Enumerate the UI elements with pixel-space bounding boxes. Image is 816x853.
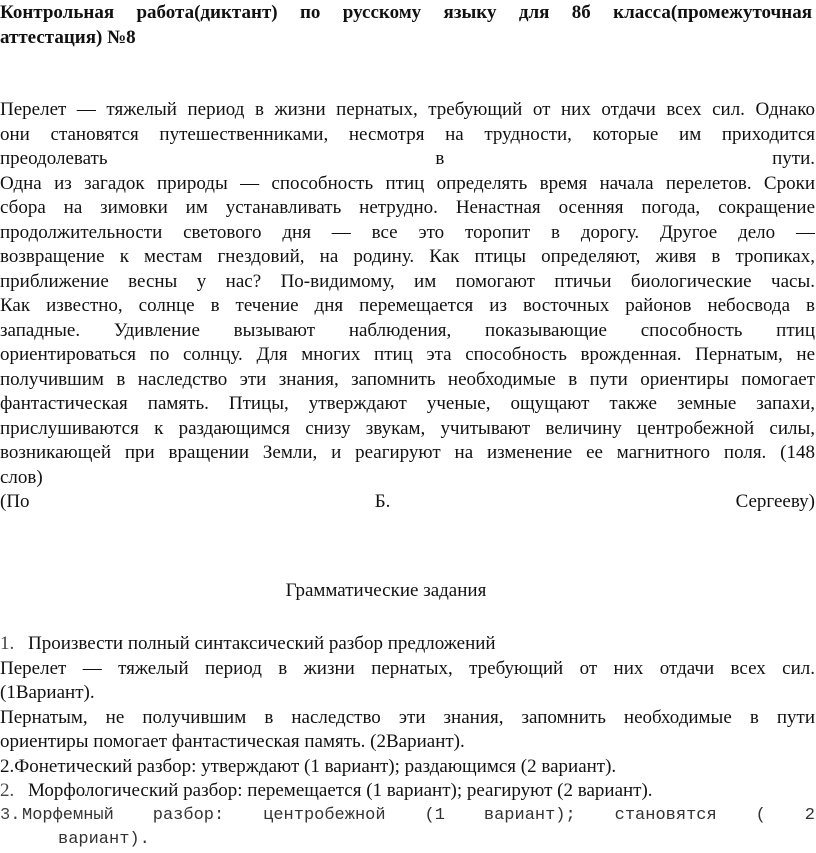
- dictation-line: продолжительности светового дня — все это торопит в дорогу. Другое дело —: [0, 221, 815, 243]
- dictation-line: прислушиваются к раздающимся снизу звукам, учитывают величину центробежной силы,: [0, 417, 815, 439]
- task-number: 2.: [0, 780, 15, 801]
- task-2: 2.Фонетический разбор: утверждают (1 вариант); раздающимся (2 вариант).: [0, 755, 617, 777]
- dictation-line: фантастическая память. Птицы, утверждают ученые, ощущают также земные запахи,: [0, 393, 815, 414]
- dictation-line: ориентироваться по солнцу. Для многих птиц эта способность врожденная. Пернатым, не: [0, 344, 815, 365]
- dictation-line: [0, 147, 815, 172]
- task-4-continued: [0, 828, 815, 853]
- author-attribution: [0, 490, 815, 515]
- task-text: Морфологический разбор: перемещается (1 вариант); реагируют (2 вариант).: [28, 780, 653, 801]
- attribution-part: Сергееву): [735, 491, 815, 512]
- dictation-line: слов): [0, 466, 43, 488]
- task-1: [0, 632, 815, 657]
- dictation-line: получившим в наследство эти знания, запомнить необходимые в пути ориентиры помогает: [0, 368, 815, 390]
- dictation-line: они становятся путешественниками, несмотря на трудности, которые им приходится: [0, 123, 815, 145]
- task-3: [0, 779, 815, 804]
- dictation-line: западные. Удивление вызывают наблюдения, показывающие способность птиц: [0, 319, 815, 341]
- dictation-line: приближение весны у нас? По-видимому, им помогают птичьи биологические часы.: [0, 270, 815, 292]
- dictation-line: Как известно, солнце в течение дня перемещается из восточных районов небосвода в: [0, 295, 815, 316]
- dictation-line: Одна из загадок природы — способность птиц определять время начала перелетов. Сроки: [0, 172, 815, 194]
- grammar-tasks: [0, 632, 815, 853]
- task-sentence-line: Перелет — тяжелый период в жизни пернатых, требующий от них отдачи всех сил.: [0, 657, 815, 679]
- dictation-line: сбора на зимовки им устанавливать нетрудно. Ненастная осенняя погода, сокращение: [0, 197, 815, 218]
- grammar-heading: Грамматические задания: [285, 580, 487, 601]
- attribution-part: (По: [0, 491, 30, 512]
- task-text: вариант).: [58, 830, 150, 849]
- dictation-line: возвращение к местам гнездовий, на родину. Как птицы определяют, живя в тропиках,: [0, 246, 815, 267]
- title-line-2: аттестация) №8: [0, 26, 136, 48]
- title-line-1: Контрольная работа(диктант) по русскому языку для 8б класса(промежуточная: [0, 2, 812, 23]
- task-number: 3.: [0, 805, 21, 825]
- dictation-word: в: [435, 148, 445, 169]
- dictation-text: [0, 98, 815, 515]
- task-sentence-line: (1Вариант).: [0, 682, 95, 703]
- document-title: [0, 0, 812, 49]
- task-4: [0, 804, 815, 829]
- dictation-line: возникающей при вращении Земли, и реагируют на изменение ее магнитного поля. (148: [0, 442, 815, 463]
- task-sentence-line: Пернатым, не получившим в наследство эти знания, запомнить необходимые в пути: [0, 706, 815, 728]
- dictation-word: пути.: [772, 148, 815, 169]
- task-text: Морфемный разбор: центробежной (1 вариант); становятся ( 2: [22, 805, 815, 825]
- attribution-part: Б.: [374, 491, 391, 512]
- task-number: 1.: [0, 633, 15, 654]
- dictation-line: Перелет — тяжелый период в жизни пернатых, требующий от них отдачи всех сил. Однако: [0, 99, 815, 120]
- task-text: Произвести полный синтаксический разбор предложений: [28, 633, 496, 654]
- task-sentence-line: ориентиры помогает фантастическая память. (2Вариант).: [0, 731, 465, 752]
- dictation-word: преодолевать: [0, 148, 108, 169]
